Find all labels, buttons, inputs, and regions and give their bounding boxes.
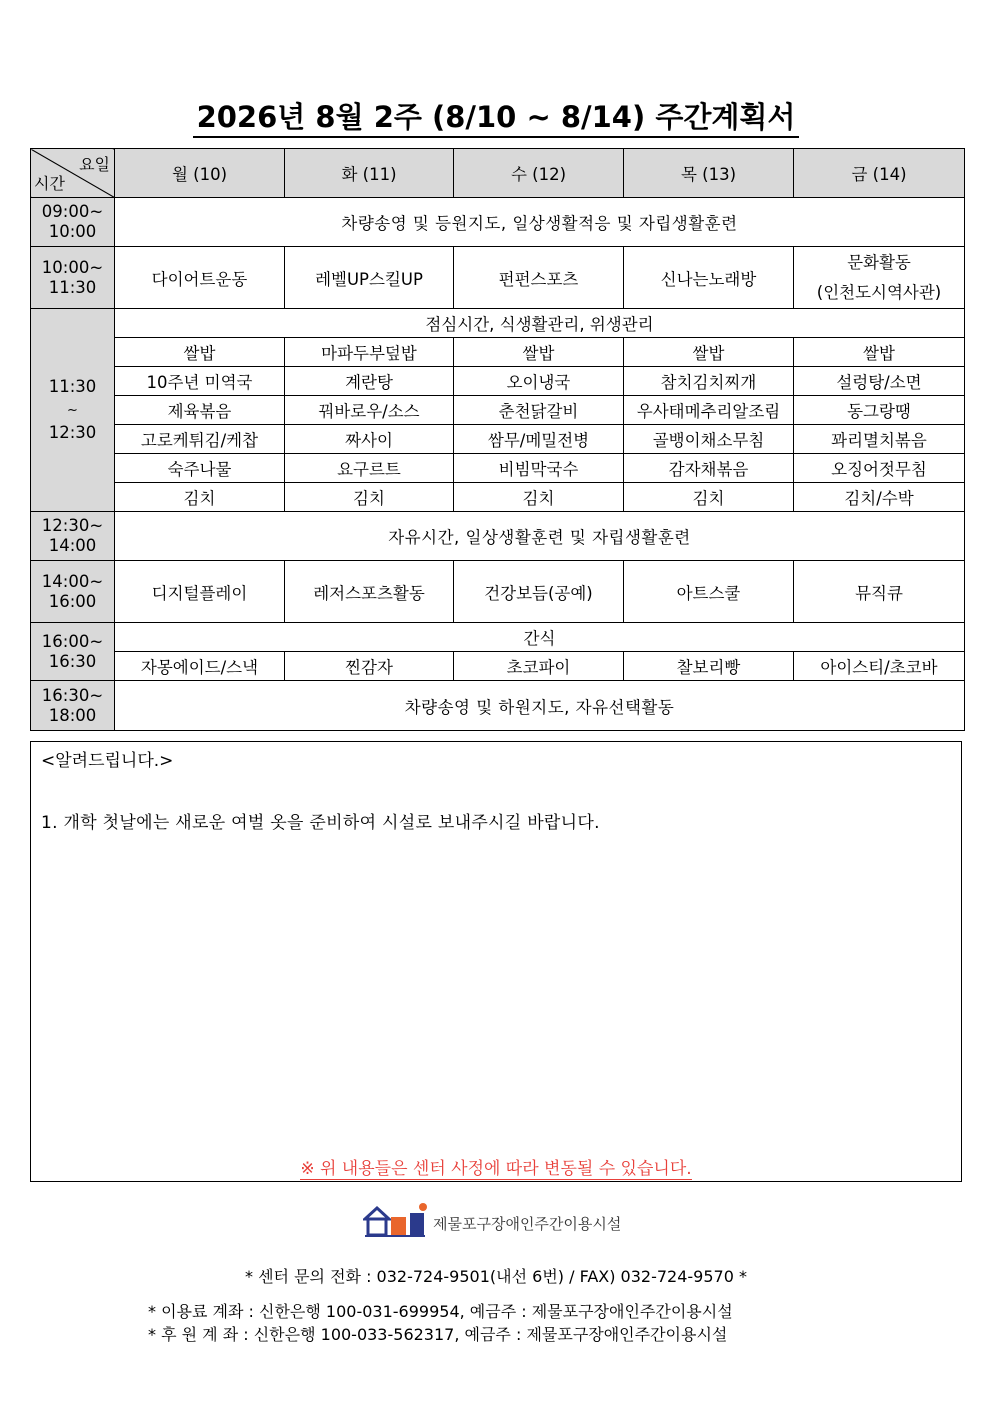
menu-item: 짜사이 (285, 425, 454, 454)
time-cell: 16:30~ 18:00 (31, 681, 115, 731)
lunch-heading: 점심시간, 식생활관리, 위생관리 (115, 309, 965, 338)
notice-box (30, 741, 962, 1182)
row-1130-heading (31, 309, 965, 338)
menu-item: 김치 (285, 483, 454, 512)
time-cell: 16:00~ 16:30 (31, 623, 115, 681)
menu-item: 숙주나물 (115, 454, 285, 483)
menu-item: 쌀밥 (115, 338, 285, 367)
snack-item: 초코파이 (454, 652, 624, 681)
activity-cell: 문화활동 (인천도시역사관) (794, 247, 965, 309)
facility-name: 제물포구장애인주간이용시설 (433, 1215, 622, 1233)
menu-item: 쌀밥 (624, 338, 794, 367)
time-cell: 09:00~ 10:00 (31, 198, 115, 247)
activity-cell: 신나는노래방 (624, 247, 794, 309)
activity-cell: 뮤직큐 (794, 561, 965, 623)
donation-account: * 후 원 계 좌 : 신한은행 100-033-562317, 예금주 : 제물포구장애인주간이용시설 (148, 1325, 728, 1344)
snack-heading: 간식 (115, 623, 965, 652)
day-time-corner: 요일 시간 (31, 149, 115, 198)
time-cell: 11:30 ~ 12:30 (31, 309, 115, 512)
time-cell: 12:30~ 14:00 (31, 512, 115, 561)
menu-item: 설렁탕/소면 (794, 367, 965, 396)
menu-item: 고로케튀김/케찹 (115, 425, 285, 454)
menu-item: 계란탕 (285, 367, 454, 396)
menu-row (31, 425, 965, 454)
menu-item: 쌈무/메밀전병 (454, 425, 624, 454)
row-1400 (31, 561, 965, 623)
activity-wide: 차량송영 및 하원지도, 자유선택활동 (115, 681, 965, 731)
snack-item: 아이스티/초코바 (794, 652, 965, 681)
menu-item: 비빔막국수 (454, 454, 624, 483)
notice-warning: ※ 위 내용들은 센터 사정에 따라 변동될 수 있습니다. (300, 1159, 692, 1179)
day-header-mon: 월 (10) (115, 149, 285, 198)
day-header-wed: 수 (12) (454, 149, 624, 198)
activity-cell: 디지털플레이 (115, 561, 285, 623)
activity-cell: 아트스쿨 (624, 561, 794, 623)
notice-heading: <알려드립니다.> (41, 751, 174, 771)
contact-line: * 센터 문의 전화 : 032-724-9501(내선 6번) / FAX) 032-724-9570 * (245, 1267, 747, 1286)
menu-item: 제육볶음 (115, 396, 285, 425)
page-title: 2026년 8월 2주 (8/10 ~ 8/14) 주간계획서 (0, 95, 992, 136)
menu-item: 김치 (624, 483, 794, 512)
weekly-plan-table (30, 148, 965, 731)
menu-row (31, 338, 965, 367)
activity-cell: 레저스포츠활동 (285, 561, 454, 623)
menu-item: 10주년 미역국 (115, 367, 285, 396)
row-1600-heading (31, 623, 965, 652)
menu-item: 골뱅이채소무침 (624, 425, 794, 454)
activity-cell: 다이어트운동 (115, 247, 285, 309)
notice-item: 1. 개학 첫날에는 새로운 여벌 옷을 준비하여 시설로 보내주시길 바랍니다. (41, 813, 600, 833)
row-0900 (31, 198, 965, 247)
menu-item: 동그랑땡 (794, 396, 965, 425)
menu-item: 김치/수박 (794, 483, 965, 512)
menu-item: 꽈리멸치볶음 (794, 425, 965, 454)
activity-cell: 펀펀스포츠 (454, 247, 624, 309)
menu-row (31, 396, 965, 425)
snack-item: 자몽에이드/스낵 (115, 652, 285, 681)
menu-item: 참치김치찌개 (624, 367, 794, 396)
menu-item: 요구르트 (285, 454, 454, 483)
day-header-thu: 목 (13) (624, 149, 794, 198)
menu-item: 마파두부덮밥 (285, 338, 454, 367)
menu-row (31, 367, 965, 396)
menu-row (31, 454, 965, 483)
day-header-tue: 화 (11) (285, 149, 454, 198)
snack-row (31, 652, 965, 681)
time-cell: 10:00~ 11:30 (31, 247, 115, 309)
snack-item: 찐감자 (285, 652, 454, 681)
fee-account: * 이용료 계좌 : 신한은행 100-031-699954, 예금주 : 제물포구장애인주간이용시설 (148, 1302, 733, 1321)
snack-item: 찰보리빵 (624, 652, 794, 681)
menu-row (31, 483, 965, 512)
menu-item: 김치 (454, 483, 624, 512)
activity-wide: 차량송영 및 등원지도, 일상생활적응 및 자립생활훈련 (115, 198, 965, 247)
menu-item: 춘천닭갈비 (454, 396, 624, 425)
menu-item: 감자채볶음 (624, 454, 794, 483)
day-header-fri: 금 (14) (794, 149, 965, 198)
time-cell: 14:00~ 16:00 (31, 561, 115, 623)
row-1230 (31, 512, 965, 561)
activity-wide: 자유시간, 일상생활훈련 및 자립생활훈련 (115, 512, 965, 561)
row-1630 (31, 681, 965, 731)
menu-item: 꿔바로우/소스 (285, 396, 454, 425)
row-1000 (31, 247, 965, 309)
header-row (31, 149, 965, 198)
menu-item: 오이냉국 (454, 367, 624, 396)
menu-item: 오징어젓무침 (794, 454, 965, 483)
menu-item: 우사태메추리알조림 (624, 396, 794, 425)
menu-item: 쌀밥 (454, 338, 624, 367)
house-logo-icon (363, 1203, 429, 1239)
activity-cell: 건강보듬(공예) (454, 561, 624, 623)
menu-item: 김치 (115, 483, 285, 512)
activity-cell: 레벨UP스킬UP (285, 247, 454, 309)
menu-item: 쌀밥 (794, 338, 965, 367)
